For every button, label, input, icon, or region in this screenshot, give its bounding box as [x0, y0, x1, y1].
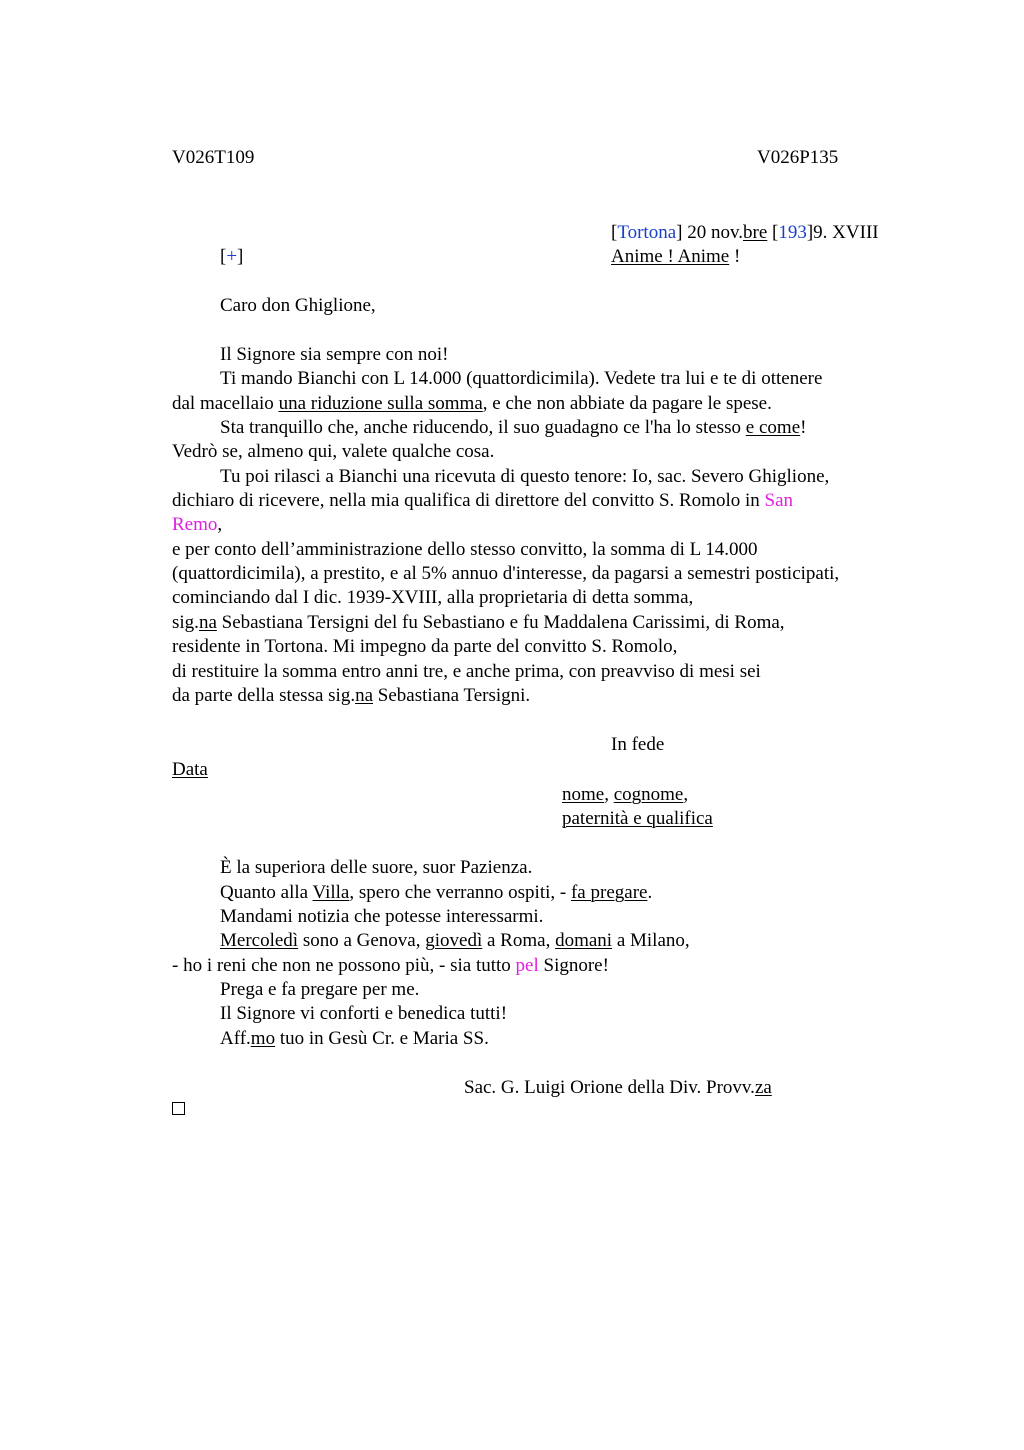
paternity-field: paternità e qualifica [562, 808, 713, 829]
paragraph-line: Remo, [172, 514, 223, 535]
paragraph-line: Prega e fa pregare per me. [220, 979, 420, 1000]
paragraph-line: Vedrò se, almeno qui, valete qualche cosa. [172, 441, 495, 462]
paragraph-line: Mandami notizia che potesse interessarmi. [220, 906, 544, 927]
paragraph-line: cominciando dal I dic. 1939-XVIII, alla proprietaria di detta somma, [172, 587, 694, 608]
paragraph-line: residente in Tortona. Mi impegno da parte del convitto S. Romolo, [172, 636, 678, 657]
salutation: Caro don Ghiglione, [220, 295, 376, 316]
paragraph-line: Ti mando Bianchi con L 14.000 (quattordicimila). Vedete tra lui e te di ottenere [220, 368, 823, 389]
paragraph-line: sig.na Sebastiana Tersigni del fu Sebastiano e fu Maddalena Carissimi, di Roma, [172, 612, 785, 633]
paragraph-line: - ho i reni che non ne possono più, - sia tutto pel Signore! [172, 955, 609, 976]
cross-icon: + [226, 246, 238, 267]
paragraph-line: dal macellaio una riduzione sulla somma, e che non abbiate da pagare le spese. [172, 393, 772, 414]
paragraph-line: dichiaro di ricevere, nella mia qualifica di direttore del convitto S. Romolo in San [172, 490, 794, 511]
paragraph-line: (quattordicimila), a prestito, e al 5% annuo d'interesse, da pagarsi a semestri posticipati, [172, 563, 840, 584]
end-box-icon [172, 1102, 185, 1115]
paragraph-line: e per conto dell’amministrazione dello stesso convitto, la somma di L 14.000 [172, 539, 758, 560]
motto: Anime ! Anime ! [611, 246, 741, 267]
highlighted-word: pel [515, 955, 539, 976]
paragraph-line: di restituire la somma entro anni tre, e anche prima, con preavviso di mesi sei [172, 661, 761, 682]
paragraph-line: da parte della stessa sig.na Sebastiana Tersigni. [172, 685, 531, 706]
dateline: [Tortona] 20 nov.bre [193]9. XVIII [611, 222, 879, 243]
paragraph-greeting: Il Signore sia sempre con noi! [220, 344, 449, 365]
signature: Sac. G. Luigi Orione della Div. Provv.za [464, 1077, 772, 1098]
paragraph-line: È la superiora delle suore, suor Pazienza. [220, 857, 533, 878]
cross-mark: [+] [220, 246, 244, 267]
paragraph-line: Aff.mo tuo in Gesù Cr. e Maria SS. [220, 1028, 489, 1049]
paragraph-line: Mercoledì sono a Genova, giovedì a Roma, domani a Milano, [220, 930, 690, 951]
paragraph-line: Il Signore vi conforti e benedica tutti! [220, 1003, 508, 1024]
name-fields: nome, cognome, [562, 784, 689, 805]
place-name: San [764, 490, 794, 511]
document-code-right: V026P135 [757, 147, 839, 168]
data-label: Data [172, 759, 208, 780]
paragraph-line: Sta tranquillo che, anche riducendo, il suo guadagno ce l'ha lo stesso e come! [220, 417, 807, 438]
place-insert: Tortona [617, 222, 677, 243]
in-fede: In fede [611, 734, 665, 755]
year-insert: 193 [778, 222, 807, 243]
document-code-left: V026T109 [172, 147, 255, 168]
paragraph-line: Tu poi rilasci a Bianchi una ricevuta di questo tenore: Io, sac. Severo Ghiglione, [220, 466, 830, 487]
place-name: Remo [172, 514, 218, 535]
paragraph-line: Quanto alla Villa, spero che verranno ospiti, - fa pregare. [220, 882, 653, 903]
